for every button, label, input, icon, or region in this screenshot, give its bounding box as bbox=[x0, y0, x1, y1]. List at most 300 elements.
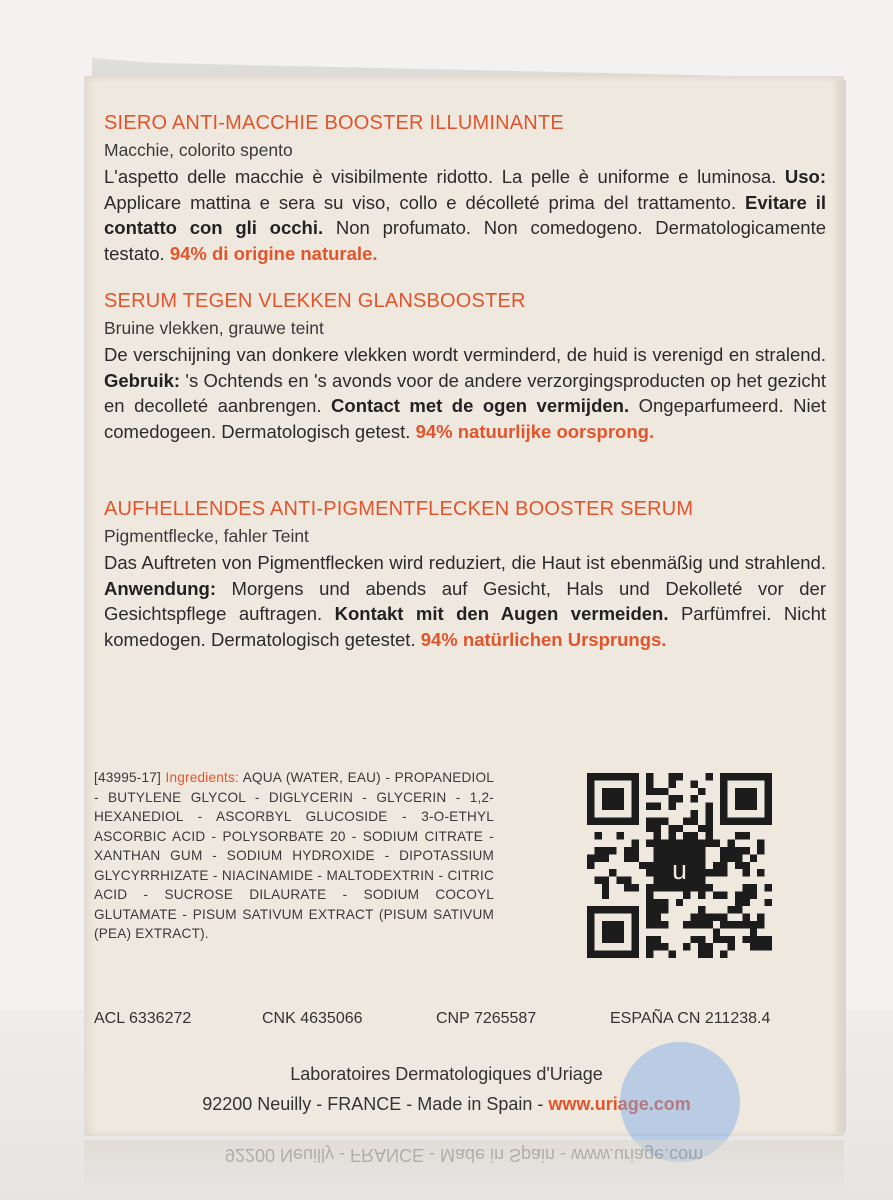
qr-module bbox=[713, 869, 720, 876]
address-text: 92200 Neuilly - FRANCE - Made in Spain - bbox=[202, 1094, 549, 1114]
qr-module bbox=[698, 825, 705, 832]
bold-phrase: Anwendung: bbox=[104, 577, 217, 599]
qr-module bbox=[631, 810, 638, 817]
body-german bbox=[104, 550, 826, 652]
qr-module bbox=[602, 795, 609, 802]
address-line bbox=[0, 1094, 893, 1115]
qr-module bbox=[698, 943, 705, 950]
qr-module bbox=[705, 943, 712, 950]
qr-module bbox=[698, 914, 705, 921]
qr-module bbox=[735, 862, 742, 869]
acl-code: ACL 6336272 bbox=[94, 1010, 192, 1027]
qr-module bbox=[720, 921, 727, 928]
qr-module bbox=[720, 788, 727, 795]
qr-module bbox=[609, 921, 616, 928]
qr-module bbox=[631, 921, 638, 928]
qr-module bbox=[750, 921, 757, 928]
qr-module bbox=[765, 780, 772, 787]
qr-module bbox=[713, 891, 720, 898]
qr-module bbox=[631, 943, 638, 950]
qr-module bbox=[646, 936, 653, 943]
qr-module bbox=[728, 906, 735, 913]
subtitle-dutch: Bruine vlekken, grauwe teint bbox=[104, 318, 324, 338]
qr-module bbox=[705, 921, 712, 928]
qr-module bbox=[691, 869, 698, 876]
qr-module bbox=[720, 847, 727, 854]
qr-module bbox=[609, 773, 616, 780]
bold-phrase: Contact met de ogen vermijden. bbox=[331, 395, 630, 416]
qr-module bbox=[742, 795, 749, 802]
qr-module bbox=[631, 914, 638, 921]
qr-module bbox=[631, 795, 638, 802]
qr-module bbox=[735, 921, 742, 928]
qr-module bbox=[602, 817, 609, 824]
qr-module bbox=[654, 914, 661, 921]
qr-module bbox=[631, 854, 638, 861]
qr-module bbox=[587, 928, 594, 935]
qr-module bbox=[668, 847, 675, 854]
qr-module bbox=[617, 936, 624, 943]
qr-module bbox=[765, 788, 772, 795]
qr-module bbox=[720, 773, 727, 780]
body-text-run: Non profumato. Non comedogeno. Dermatologicamente testato. bbox=[104, 217, 826, 264]
qr-module bbox=[617, 817, 624, 824]
qr-module bbox=[735, 899, 742, 906]
qr-module bbox=[624, 847, 631, 854]
qr-module bbox=[750, 817, 757, 824]
qr-code bbox=[587, 773, 772, 958]
qr-module bbox=[587, 854, 594, 861]
qr-module bbox=[602, 803, 609, 810]
qr-module bbox=[661, 884, 668, 891]
qr-module bbox=[646, 825, 653, 832]
qr-module bbox=[765, 773, 772, 780]
qr-module bbox=[602, 906, 609, 913]
qr-module bbox=[602, 847, 609, 854]
qr-module bbox=[587, 914, 594, 921]
box-side-edge bbox=[836, 80, 846, 1132]
qr-module bbox=[602, 877, 609, 884]
qr-module bbox=[602, 928, 609, 935]
qr-module bbox=[587, 936, 594, 943]
qr-module bbox=[654, 869, 661, 876]
qr-module bbox=[654, 921, 661, 928]
qr-module bbox=[617, 788, 624, 795]
qr-module bbox=[765, 810, 772, 817]
qr-module bbox=[646, 943, 653, 950]
qr-module bbox=[661, 847, 668, 854]
qr-module bbox=[735, 847, 742, 854]
qr-module bbox=[594, 906, 601, 913]
body-text-run: Ongeparfumeerd. Niet comedogeen. Dermatologisch getest. bbox=[104, 395, 827, 442]
qr-module bbox=[757, 847, 764, 854]
qr-module bbox=[698, 891, 705, 898]
qr-module bbox=[742, 862, 749, 869]
qr-module bbox=[609, 869, 616, 876]
qr-module bbox=[587, 803, 594, 810]
qr-module bbox=[587, 951, 594, 958]
natural-origin-highlight: 94% natürlichen Ursprungs. bbox=[420, 628, 667, 650]
qr-module bbox=[705, 951, 712, 958]
qr-module bbox=[646, 906, 653, 913]
qr-module bbox=[720, 795, 727, 802]
qr-module bbox=[765, 936, 772, 943]
qr-module bbox=[661, 899, 668, 906]
qr-module bbox=[705, 773, 712, 780]
qr-module bbox=[698, 884, 705, 891]
qr-module bbox=[742, 891, 749, 898]
qr-module bbox=[735, 803, 742, 810]
section-italian bbox=[104, 112, 826, 266]
qr-module bbox=[720, 854, 727, 861]
qr-module bbox=[594, 951, 601, 958]
qr-module bbox=[631, 906, 638, 913]
qr-module bbox=[668, 840, 675, 847]
qr-module bbox=[705, 803, 712, 810]
heading-german: AUFHELLENDES ANTI-PIGMENTFLECKEN BOOSTER SERUM bbox=[104, 498, 694, 520]
qr-module bbox=[720, 803, 727, 810]
qr-module bbox=[742, 921, 749, 928]
qr-module bbox=[720, 869, 727, 876]
qr-module bbox=[668, 795, 675, 802]
heading-dutch: SERUM TEGEN VLEKKEN GLANSBOOSTER bbox=[104, 290, 526, 312]
qr-module bbox=[713, 862, 720, 869]
cnp-code: CNP 7265587 bbox=[436, 1010, 537, 1027]
qr-module bbox=[676, 847, 683, 854]
qr-module bbox=[646, 773, 653, 780]
qr-module bbox=[757, 773, 764, 780]
qr-module bbox=[646, 840, 653, 847]
qr-module bbox=[720, 891, 727, 898]
qr-module bbox=[750, 943, 757, 950]
heading-italian: SIERO ANTI-MACCHIE BOOSTER ILLUMINANTE bbox=[104, 112, 564, 134]
bold-phrase: Gebruik: bbox=[104, 369, 181, 391]
qr-module bbox=[609, 847, 616, 854]
qr-module bbox=[654, 840, 661, 847]
qr-module bbox=[646, 862, 653, 869]
qr-module bbox=[728, 943, 735, 950]
qr-module bbox=[735, 773, 742, 780]
qr-module bbox=[705, 914, 712, 921]
qr-module bbox=[720, 810, 727, 817]
qr-module bbox=[654, 899, 661, 906]
ingredients-label: Ingredients: bbox=[165, 770, 239, 785]
qr-module bbox=[765, 817, 772, 824]
qr-module bbox=[765, 884, 772, 891]
qr-module bbox=[765, 943, 772, 950]
qr-module bbox=[676, 773, 683, 780]
qr-module bbox=[624, 884, 631, 891]
qr-module bbox=[661, 906, 668, 913]
qr-module bbox=[720, 914, 727, 921]
qr-module bbox=[757, 869, 764, 876]
qr-module bbox=[617, 773, 624, 780]
qr-module bbox=[683, 840, 690, 847]
body-text-run: De verschijning van donkere vlekken wordt verminderd, de huid is verenigd en stralend. bbox=[104, 344, 826, 365]
natural-origin-highlight: 94% di origine naturale. bbox=[169, 242, 378, 264]
qr-module bbox=[742, 869, 749, 876]
qr-module bbox=[646, 951, 653, 958]
qr-module bbox=[750, 795, 757, 802]
qr-module bbox=[676, 840, 683, 847]
qr-module bbox=[654, 803, 661, 810]
qr-module bbox=[765, 803, 772, 810]
qr-module bbox=[661, 788, 668, 795]
qr-module bbox=[698, 840, 705, 847]
qr-module bbox=[631, 773, 638, 780]
qr-module bbox=[587, 921, 594, 928]
qr-module bbox=[728, 840, 735, 847]
qr-module bbox=[698, 869, 705, 876]
ingredients-list bbox=[94, 768, 494, 944]
qr-module bbox=[631, 840, 638, 847]
qr-module bbox=[691, 810, 698, 817]
qr-module bbox=[587, 906, 594, 913]
qr-module bbox=[750, 891, 757, 898]
qr-module bbox=[617, 951, 624, 958]
qr-module bbox=[668, 773, 675, 780]
qr-module bbox=[609, 936, 616, 943]
qr-module bbox=[676, 899, 683, 906]
qr-module bbox=[609, 803, 616, 810]
qr-module bbox=[654, 877, 661, 884]
qr-module bbox=[587, 780, 594, 787]
qr-module bbox=[654, 817, 661, 824]
qr-module bbox=[691, 877, 698, 884]
body-text-run: Parfümfrei. Nicht komedogen. Dermatologisch getestet. bbox=[104, 603, 827, 650]
body-text-run: Morgens und abends auf Gesicht, Hals und Dekolleté vor der Gesichtspflege auftragen. bbox=[104, 577, 826, 624]
qr-module bbox=[750, 788, 757, 795]
qr-module bbox=[720, 936, 727, 943]
qr-module bbox=[728, 921, 735, 928]
qr-module bbox=[602, 891, 609, 898]
qr-module bbox=[698, 921, 705, 928]
qr-module bbox=[676, 825, 683, 832]
natural-origin-highlight: 94% natuurlijke oorsprong. bbox=[415, 420, 655, 442]
qr-module bbox=[698, 906, 705, 913]
qr-module bbox=[683, 847, 690, 854]
qr-module bbox=[691, 817, 698, 824]
body-text-run: Das Auftreten von Pigmentflecken wird reduziert, die Haut ist ebenmäßig und strahlend. bbox=[104, 552, 826, 573]
qr-module bbox=[602, 884, 609, 891]
qr-module bbox=[683, 817, 690, 824]
qr-module bbox=[624, 877, 631, 884]
qr-module bbox=[661, 877, 668, 884]
qr-module bbox=[698, 854, 705, 861]
qr-module bbox=[728, 936, 735, 943]
qr-module bbox=[624, 951, 631, 958]
qr-module bbox=[594, 817, 601, 824]
qr-module bbox=[735, 788, 742, 795]
qr-module bbox=[587, 773, 594, 780]
qr-module bbox=[661, 840, 668, 847]
qr-module bbox=[646, 899, 653, 906]
cnk-code: CNK 4635066 bbox=[262, 1010, 363, 1027]
qr-module bbox=[757, 921, 764, 928]
qr-module bbox=[705, 884, 712, 891]
qr-module bbox=[757, 943, 764, 950]
qr-module bbox=[757, 817, 764, 824]
qr-module bbox=[609, 795, 616, 802]
body-text-run: 's Ochtends en 's avonds voor de andere verzorgingsproducten op het gezicht en decolleté aanbrengen. bbox=[104, 369, 826, 416]
qr-module bbox=[624, 773, 631, 780]
qr-module bbox=[765, 899, 772, 906]
qr-module bbox=[698, 862, 705, 869]
qr-module bbox=[735, 817, 742, 824]
qr-module bbox=[742, 788, 749, 795]
qr-module bbox=[631, 936, 638, 943]
qr-module bbox=[631, 928, 638, 935]
qr-module bbox=[750, 803, 757, 810]
qr-module bbox=[594, 854, 601, 861]
website-link: www.uriage.com bbox=[548, 1094, 691, 1114]
qr-module bbox=[742, 847, 749, 854]
qr-module bbox=[698, 788, 705, 795]
qr-module bbox=[735, 832, 742, 839]
qr-module bbox=[617, 906, 624, 913]
qr-module bbox=[609, 788, 616, 795]
qr-module bbox=[720, 951, 727, 958]
subtitle-italian: Macchie, colorito spento bbox=[104, 140, 293, 160]
qr-module bbox=[609, 817, 616, 824]
qr-module bbox=[742, 817, 749, 824]
qr-module bbox=[698, 936, 705, 943]
qr-module bbox=[691, 862, 698, 869]
qr-module bbox=[668, 825, 675, 832]
qr-module bbox=[668, 803, 675, 810]
qr-module bbox=[654, 788, 661, 795]
qr-center-letter: u bbox=[672, 854, 687, 885]
qr-module bbox=[705, 817, 712, 824]
qr-module bbox=[624, 817, 631, 824]
qr-module bbox=[742, 899, 749, 906]
qr-module bbox=[742, 803, 749, 810]
bold-phrase: Uso: bbox=[784, 166, 826, 187]
manufacturer-line: Laboratoires Dermatologiques d'Uriage bbox=[290, 1064, 603, 1084]
qr-module bbox=[631, 803, 638, 810]
qr-module bbox=[646, 891, 653, 898]
qr-module bbox=[765, 795, 772, 802]
qr-module bbox=[631, 951, 638, 958]
qr-module bbox=[654, 943, 661, 950]
qr-module bbox=[661, 854, 668, 861]
qr-module bbox=[624, 854, 631, 861]
qr-module bbox=[602, 788, 609, 795]
qr-module bbox=[720, 862, 727, 869]
qr-module bbox=[757, 840, 764, 847]
qr-module bbox=[646, 780, 653, 787]
qr-module bbox=[705, 869, 712, 876]
ingredients-code: [43995-17] bbox=[94, 770, 162, 785]
qr-module bbox=[668, 832, 675, 839]
qr-module bbox=[742, 884, 749, 891]
qr-module bbox=[609, 906, 616, 913]
qr-module bbox=[691, 832, 698, 839]
qr-module bbox=[713, 914, 720, 921]
qr-module bbox=[750, 928, 757, 935]
subtitle-german: Pigmentflecke, fahler Teint bbox=[104, 526, 309, 546]
qr-module bbox=[631, 780, 638, 787]
qr-module bbox=[698, 877, 705, 884]
qr-module bbox=[587, 862, 594, 869]
qr-module bbox=[676, 884, 683, 891]
qr-module bbox=[683, 891, 690, 898]
qr-module bbox=[661, 943, 668, 950]
qr-module bbox=[683, 832, 690, 839]
qr-module bbox=[587, 817, 594, 824]
qr-module bbox=[661, 817, 668, 824]
qr-module bbox=[631, 788, 638, 795]
qr-module bbox=[631, 817, 638, 824]
qr-module bbox=[713, 936, 720, 943]
qr-module bbox=[750, 936, 757, 943]
body-italian bbox=[104, 164, 826, 266]
qr-module bbox=[713, 840, 720, 847]
qr-module bbox=[594, 877, 601, 884]
qr-module bbox=[705, 825, 712, 832]
section-dutch bbox=[104, 290, 826, 444]
qr-module bbox=[631, 847, 638, 854]
qr-module bbox=[646, 803, 653, 810]
qr-module bbox=[735, 891, 742, 898]
bold-phrase: Kontakt mit den Augen vermeiden. bbox=[334, 603, 669, 624]
qr-module bbox=[683, 884, 690, 891]
qr-module bbox=[668, 884, 675, 891]
qr-module bbox=[750, 854, 757, 861]
qr-module bbox=[602, 951, 609, 958]
qr-module bbox=[691, 795, 698, 802]
qr-module bbox=[617, 921, 624, 928]
qr-module bbox=[654, 847, 661, 854]
qr-module bbox=[750, 773, 757, 780]
qr-module bbox=[654, 884, 661, 891]
qr-module bbox=[728, 773, 735, 780]
qr-module bbox=[691, 840, 698, 847]
qr-module bbox=[705, 832, 712, 839]
qr-module bbox=[705, 840, 712, 847]
qr-module bbox=[735, 795, 742, 802]
qr-module bbox=[654, 825, 661, 832]
qr-module bbox=[720, 817, 727, 824]
qr-module bbox=[646, 921, 653, 928]
qr-module bbox=[728, 847, 735, 854]
qr-module bbox=[698, 951, 705, 958]
qr-module bbox=[698, 847, 705, 854]
qr-module bbox=[750, 884, 757, 891]
surface-reflection bbox=[84, 1140, 844, 1200]
qr-module bbox=[691, 854, 698, 861]
qr-module bbox=[609, 951, 616, 958]
qr-module bbox=[742, 832, 749, 839]
qr-module bbox=[617, 877, 624, 884]
qr-module bbox=[735, 854, 742, 861]
qr-module bbox=[668, 951, 675, 958]
qr-module bbox=[654, 936, 661, 943]
espana-code: ESPAÑA CN 211238.4 bbox=[610, 1010, 771, 1027]
qr-module bbox=[742, 936, 749, 943]
qr-module bbox=[646, 788, 653, 795]
qr-module bbox=[624, 906, 631, 913]
qr-module bbox=[646, 914, 653, 921]
qr-module bbox=[594, 847, 601, 854]
qr-module bbox=[617, 928, 624, 935]
qr-module bbox=[594, 773, 601, 780]
qr-module bbox=[654, 854, 661, 861]
qr-module bbox=[617, 803, 624, 810]
qr-module bbox=[691, 847, 698, 854]
qr-module bbox=[668, 780, 675, 787]
body-text-run: L'aspetto delle macchie è visibilmente ridotto. La pelle è uniforme e luminosa. bbox=[104, 166, 785, 187]
